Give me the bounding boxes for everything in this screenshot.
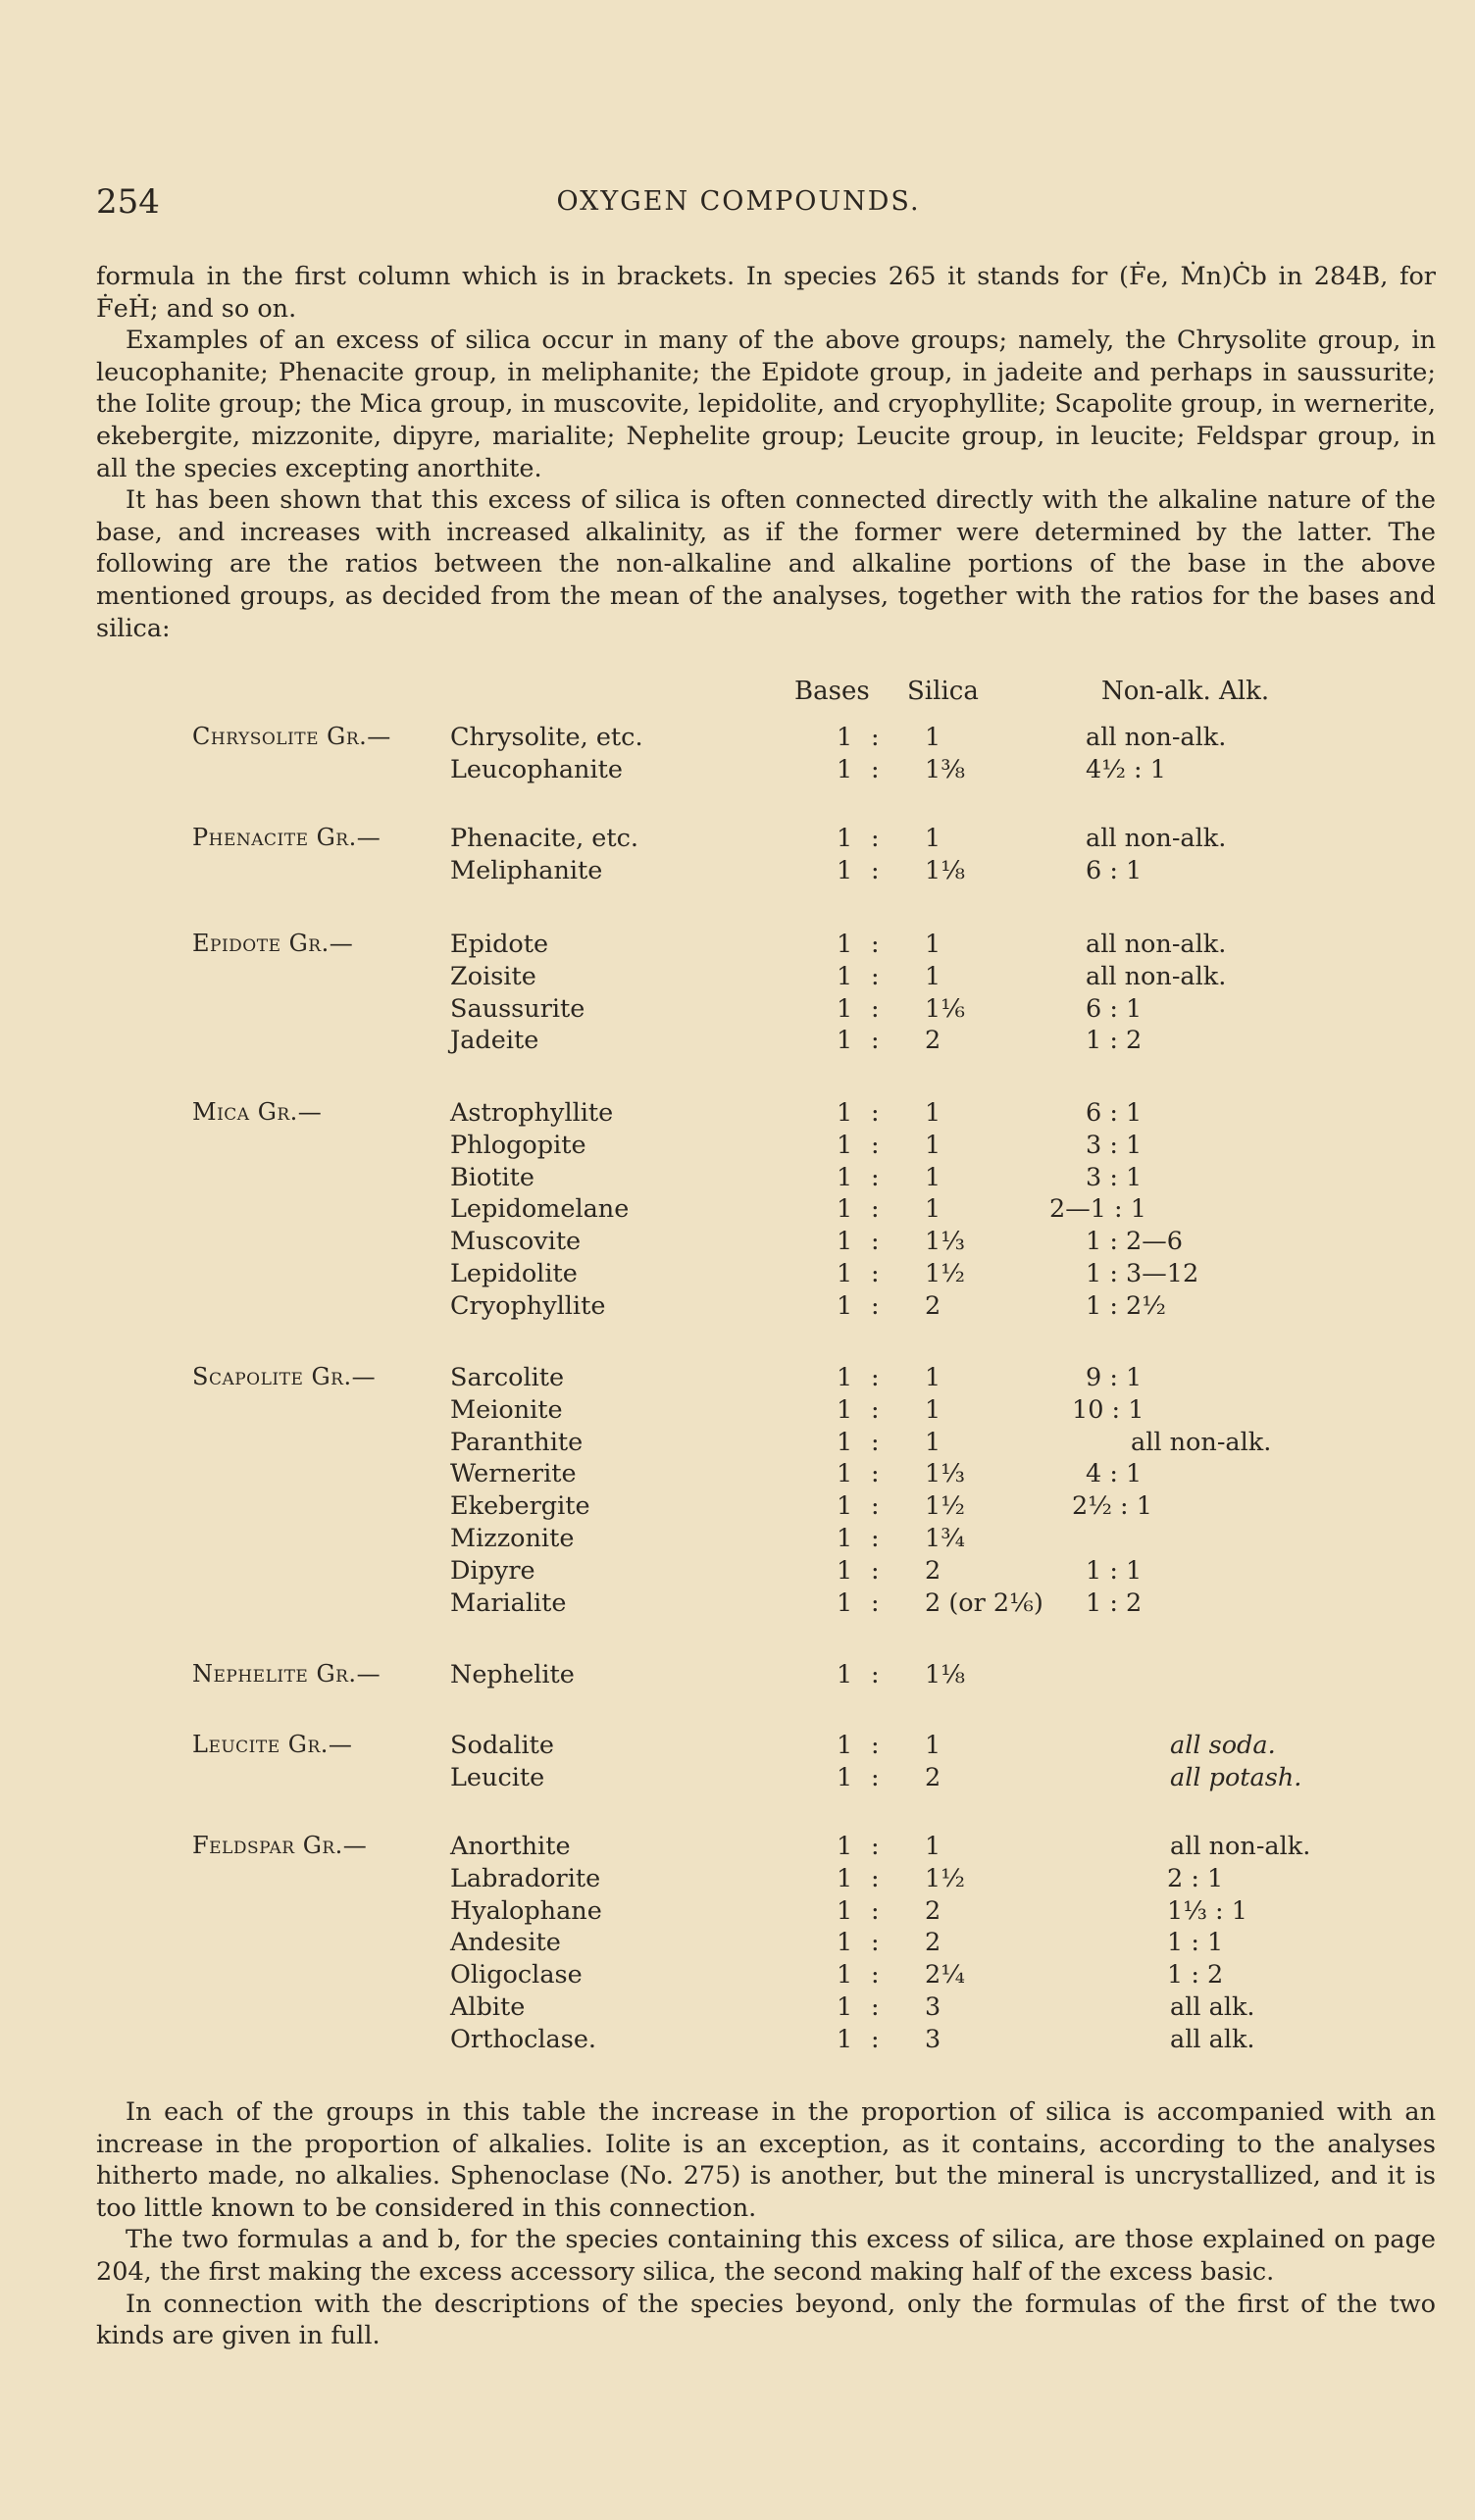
silica-value: 1 xyxy=(925,1098,941,1128)
group-label: Mica Gr.— xyxy=(192,1098,323,1126)
outro-paragraph: In each of the groups in this table the increase in the proportion of silica is accompanied with an increase in the proportion of alkalies. Iolite is an exception, as it contains, according to the analyses hitherto made, no alkalies. Sphenoclase (No. 275) is another, but the mineral is uncrystallized, and it is too little known to be considered in this connection. xyxy=(96,2097,1436,2223)
silica-value: 2 xyxy=(925,1290,941,1321)
silica-value: 1⅙ xyxy=(925,993,965,1024)
alkali-ratio: 1 : 2 xyxy=(1167,1960,1224,1991)
silica-value: 1 xyxy=(925,930,941,959)
mineral-name: Lepidomelane xyxy=(450,1194,630,1225)
intro-paragraph: Examples of an excess of silica occur in many of the above groups; namely, the Chrysolite group, in leucophanite; Phenacite group, in meliphanite; the Epidote group, in jadeite and perhaps in saussurite; the Iolite group; the Mica group, in muscovite, lepidolite, and cryophyllite; Scapolite group, in wernerite, ekebergite, mizzonite, dipyre, marialite; Nephelite group; Leucite group, in leucite; Feldspar group, in all the species excepting anorthite. xyxy=(96,326,1436,483)
group-label: Nephelite Gr.— xyxy=(192,1660,381,1688)
silica-value: 1⅜ xyxy=(925,754,965,784)
table-row: Albite 1 : 3 all alk. xyxy=(0,1992,1475,2025)
table-group xyxy=(0,1832,1475,2057)
table-group xyxy=(0,930,1475,1058)
silica-value: 1 xyxy=(925,1394,941,1425)
table-row: Andesite 1 : 2 1 : 1 xyxy=(0,1928,1475,1960)
alkali-ratio: 6 : 1 xyxy=(1086,1098,1143,1128)
table-row: Muscovite 1 : 1⅓ 1 : 2—6 xyxy=(0,1227,1475,1259)
silica-value: 1 xyxy=(925,1731,941,1760)
alkali-ratio: 6 : 1 xyxy=(1086,993,1143,1024)
bases-value: 1 xyxy=(837,993,853,1024)
bases-value: 1 xyxy=(837,1427,853,1457)
mineral-name: Oligoclase xyxy=(450,1960,583,1991)
running-title: OXYGEN COMPOUNDS. xyxy=(556,186,921,217)
mineral-name: Lepidolite xyxy=(450,1258,578,1288)
table-row: Hyalophane 1 : 2 1⅓ : 1 xyxy=(0,1896,1475,1929)
silica-value: 1½ xyxy=(925,1491,965,1522)
bases-value: 1 xyxy=(837,961,853,991)
mineral-name: Biotite xyxy=(450,1162,534,1192)
mineral-name: Jadeite xyxy=(450,1026,539,1056)
alkali-ratio: all potash. xyxy=(1170,1762,1302,1792)
bases-value: 1 xyxy=(837,1098,853,1128)
silica-value: 2 xyxy=(925,1895,941,1926)
table-row: Marialite 1 : 2 (or 2⅙) 1 : 2 xyxy=(0,1588,1475,1621)
bases-value: 1 xyxy=(837,1394,853,1425)
alkali-ratio: 4 : 1 xyxy=(1086,1459,1143,1489)
alkali-ratio: 9 : 1 xyxy=(1086,1363,1143,1392)
alkali-ratio: all non-alk. xyxy=(1131,1427,1272,1457)
bases-value: 1 xyxy=(837,754,853,784)
table-row: Ekebergite 1 : 1½ 2½ : 1 xyxy=(0,1491,1475,1524)
bases-value: 1 xyxy=(837,1832,853,1861)
alkali-ratio: 1 : 2½ xyxy=(1086,1290,1166,1321)
silica-value: 2 (or 2⅙) xyxy=(925,1588,1043,1618)
silica-value: 2 xyxy=(925,1026,941,1056)
silica-value: 1 xyxy=(925,1162,941,1192)
bases-value: 1 xyxy=(837,855,853,885)
mineral-name: Meionite xyxy=(450,1394,563,1425)
page-number: 254 xyxy=(96,182,160,222)
bases-value: 1 xyxy=(837,1660,853,1689)
bases-value: 1 xyxy=(837,1960,853,1991)
bases-value: 1 xyxy=(837,824,853,853)
alkali-ratio: 1⅓ : 1 xyxy=(1167,1895,1247,1926)
alkali-ratio: 2½ : 1 xyxy=(1072,1491,1152,1522)
table-group xyxy=(0,824,1475,888)
table-row: Mizzonite 1 : 1¾ xyxy=(450,1523,965,1553)
silica-value: 2 xyxy=(925,1762,941,1792)
bases-value: 1 xyxy=(837,1130,853,1160)
bases-value: 1 xyxy=(837,1731,853,1760)
silica-value: 1 xyxy=(925,1194,941,1225)
alkali-ratio: all alk. xyxy=(1170,2024,1255,2054)
alkali-ratio: 4½ : 1 xyxy=(1086,754,1166,784)
group-label: Scapolite Gr.— xyxy=(192,1363,377,1390)
table-row: Leucite 1 : 2 all potash. xyxy=(0,1763,1475,1795)
silica-value: 2 xyxy=(925,1928,941,1958)
mineral-name: Dipyre xyxy=(450,1555,535,1586)
alkali-ratio: 3 : 1 xyxy=(1086,1162,1143,1192)
mineral-name: Mizzonite xyxy=(450,1523,575,1553)
silica-value: 1½ xyxy=(925,1863,965,1893)
table-row: Dipyre 1 : 2 1 : 1 xyxy=(0,1556,1475,1588)
silica-value: 1½ xyxy=(925,1258,965,1288)
group-label: Phenacite Gr.— xyxy=(192,824,381,851)
mineral-name: Hyalophane xyxy=(450,1895,602,1926)
bases-value: 1 xyxy=(837,1762,853,1792)
mineral-name: Muscovite xyxy=(450,1227,582,1257)
bases-value: 1 xyxy=(837,1194,853,1225)
intro-paragraph: It has been shown that this excess of silica is often connected directly with the alkaline nature of the base, and increases with increased alkalinity, as if the former were determined by the latter. The following are the ratios between the non-alkaline and alkaline portions of the base in the above mentioned groups, as decided from the mean of the analyses, together with the ratios for the bases and silica: xyxy=(96,485,1436,643)
table-row: Paranthite 1 : 1 all non-alk. xyxy=(0,1428,1475,1460)
table-group xyxy=(0,723,1475,787)
table-row: Anorthite 1 : 1 all non-alk. xyxy=(0,1832,1475,1864)
silica-value: 1⅓ xyxy=(925,1459,965,1489)
alkali-ratio: 2—1 : 1 xyxy=(1049,1194,1146,1225)
mineral-name: Orthoclase. xyxy=(450,2024,597,2054)
alkali-ratio: 1 : 2 xyxy=(1086,1588,1143,1618)
silica-value: 1 xyxy=(925,961,941,991)
table-group xyxy=(0,1731,1475,1795)
silica-value: 2 xyxy=(925,1555,941,1586)
group-label: Feldspar Gr.— xyxy=(192,1832,368,1859)
alkali-ratio: 1 : 2—6 xyxy=(1086,1227,1183,1257)
table-row: Astrophyllite 1 : 1 6 : 1 xyxy=(0,1098,1475,1131)
group-label: Chrysolite Gr.— xyxy=(192,723,391,750)
table-row: Sodalite 1 : 1 all soda. xyxy=(0,1731,1475,1763)
silica-value: 2¼ xyxy=(925,1960,965,1991)
mineral-name: Saussurite xyxy=(450,993,585,1024)
mineral-name: Cryophyllite xyxy=(450,1290,606,1321)
table-group xyxy=(0,1660,1475,1692)
alkali-ratio: 6 : 1 xyxy=(1086,855,1143,885)
mineral-name: Ekebergite xyxy=(450,1491,590,1522)
alkali-ratio: all soda. xyxy=(1170,1731,1276,1760)
bases-value: 1 xyxy=(837,1162,853,1192)
alkali-ratio: 1 : 1 xyxy=(1167,1928,1224,1958)
group-label: Epidote Gr.— xyxy=(192,930,354,957)
mineral-name: Anorthite xyxy=(450,1832,571,1861)
alkali-ratio: 1 : 2 xyxy=(1086,1026,1143,1056)
running-header xyxy=(96,182,1381,226)
table-group xyxy=(0,1098,1475,1324)
alkali-ratio: all non-alk. xyxy=(1086,961,1227,991)
table-row: Epidote 1 : 1 all non-alk. xyxy=(0,930,1475,962)
column-header-bases: Bases xyxy=(794,677,870,706)
table-row: Phenacite, etc. 1 : 1 all non-alk. xyxy=(0,824,1475,856)
bases-value: 1 xyxy=(837,1895,853,1926)
alkali-ratio: all non-alk. xyxy=(1086,930,1227,959)
bases-value: 1 xyxy=(837,1863,853,1893)
bases-value: 1 xyxy=(837,1991,853,2022)
silica-value: 1⅛ xyxy=(925,1660,965,1689)
bases-value: 1 xyxy=(837,1928,853,1958)
alkali-ratio: 1 : 1 xyxy=(1086,1555,1143,1586)
table-row: Labradorite 1 : 1½ 2 : 1 xyxy=(0,1864,1475,1896)
mineral-name: Meliphanite xyxy=(450,855,603,885)
table-row: Phlogopite 1 : 1 3 : 1 xyxy=(0,1131,1475,1163)
column-header-silica: Silica xyxy=(907,677,979,706)
table-row: Leucophanite 1 : 1⅜ 4½ : 1 xyxy=(0,755,1475,787)
mineral-name: Phlogopite xyxy=(450,1130,586,1160)
mineral-name: Wernerite xyxy=(450,1459,577,1489)
bases-value: 1 xyxy=(837,1459,853,1489)
silica-value: 3 xyxy=(925,2024,941,2054)
mineral-name: Zoisite xyxy=(450,961,536,991)
silica-value: 3 xyxy=(925,1991,941,2022)
silica-value: 1⅓ xyxy=(925,1227,965,1257)
intro-text xyxy=(96,261,1436,644)
table-row: Cryophyllite 1 : 2 1 : 2½ xyxy=(0,1291,1475,1324)
group-label: Leucite Gr.— xyxy=(192,1731,353,1758)
silica-value: 1 xyxy=(925,1363,941,1392)
alkali-ratio: all non-alk. xyxy=(1170,1832,1311,1861)
mineral-name: Chrysolite, etc. xyxy=(450,723,643,752)
mineral-name: Marialite xyxy=(450,1588,567,1618)
mineral-name: Paranthite xyxy=(450,1427,584,1457)
bases-value: 1 xyxy=(837,1491,853,1522)
mineral-name: Andesite xyxy=(450,1928,561,1958)
column-header-non-alk-alk: Non-alk. Alk. xyxy=(1101,677,1270,706)
intro-paragraph: formula in the first column which is in brackets. In species 265 it stands for (Ḟe, Ṁn)Ċb in 284B, for ḞeḢ; and so on. xyxy=(96,262,1436,324)
mineral-name: Nephelite xyxy=(450,1660,575,1689)
bases-value: 1 xyxy=(837,1227,853,1257)
bases-value: 1 xyxy=(837,1258,853,1288)
alkali-ratio: 10 : 1 xyxy=(1072,1394,1144,1425)
table-row: Orthoclase. 1 : 3 all alk. xyxy=(0,2025,1475,2057)
table-row: Meliphanite 1 : 1⅛ 6 : 1 xyxy=(0,856,1475,888)
alkali-ratio: all alk. xyxy=(1170,1991,1255,2022)
outro-paragraph: The two formulas a and b, for the species containing this excess of silica, are those explained on page 204, the first making the excess accessory silica, the second making half of the excess basic. xyxy=(96,2225,1436,2287)
alkali-ratio: 1 : 3—12 xyxy=(1086,1258,1199,1288)
alkali-ratio: 3 : 1 xyxy=(1086,1130,1143,1160)
alkali-ratio: 2 : 1 xyxy=(1167,1863,1224,1893)
alkali-ratio: all non-alk. xyxy=(1086,723,1227,752)
mineral-name: Phenacite, etc. xyxy=(450,824,639,853)
mineral-name: Astrophyllite xyxy=(450,1098,614,1128)
outro-text xyxy=(96,2096,1436,2352)
table-row: Biotite 1 : 1 3 : 1 xyxy=(0,1163,1475,1195)
table-group xyxy=(0,1363,1475,1620)
silica-value: 1 xyxy=(925,723,941,752)
alkali-ratio: all non-alk. xyxy=(1086,824,1227,853)
silica-value: 1¾ xyxy=(925,1523,965,1553)
bases-value: 1 xyxy=(837,1026,853,1056)
bases-value: 1 xyxy=(837,1588,853,1618)
silica-value: 1 xyxy=(925,1130,941,1160)
table-row: Nephelite 1 : 1⅛ xyxy=(450,1660,965,1689)
silica-value: 1 xyxy=(925,824,941,853)
table-row: Oligoclase 1 : 2¼ 1 : 2 xyxy=(0,1960,1475,1992)
table-row: Sarcolite 1 : 1 9 : 1 xyxy=(0,1363,1475,1395)
silica-value: 1 xyxy=(925,1832,941,1861)
mineral-name: Sarcolite xyxy=(450,1363,565,1392)
table-row: Lepidolite 1 : 1½ 1 : 3—12 xyxy=(0,1259,1475,1291)
bases-value: 1 xyxy=(837,2024,853,2054)
bases-value: 1 xyxy=(837,1290,853,1321)
table-row: Saussurite 1 : 1⅙ 6 : 1 xyxy=(0,994,1475,1027)
table-row: Zoisite 1 : 1 all non-alk. xyxy=(0,962,1475,994)
mineral-name: Leucophanite xyxy=(450,754,623,784)
silica-value: 1 xyxy=(925,1427,941,1457)
bases-value: 1 xyxy=(837,930,853,959)
mineral-name: Labradorite xyxy=(450,1863,601,1893)
bases-value: 1 xyxy=(837,1555,853,1586)
table-row: Jadeite 1 : 2 1 : 2 xyxy=(0,1026,1475,1058)
bases-value: 1 xyxy=(837,1363,853,1392)
table-column-headers xyxy=(0,677,1475,710)
mineral-name: Leucite xyxy=(450,1762,545,1792)
silica-value: 1⅛ xyxy=(925,855,965,885)
table-row: Chrysolite, etc. 1 : 1 all non-alk. xyxy=(0,723,1475,755)
bases-value: 1 xyxy=(837,1523,853,1553)
outro-paragraph: In connection with the descriptions of the species beyond, only the formulas of the first of the two kinds are given in full. xyxy=(96,2289,1436,2351)
table-row: Wernerite 1 : 1⅓ 4 : 1 xyxy=(0,1459,1475,1491)
table-row: Lepidomelane 1 : 1 2—1 : 1 xyxy=(0,1194,1475,1227)
mineral-name: Epidote xyxy=(450,930,549,959)
mineral-name: Sodalite xyxy=(450,1731,554,1760)
bases-value: 1 xyxy=(837,723,853,752)
mineral-name: Albite xyxy=(450,1991,526,2022)
table-row: Meionite 1 : 1 10 : 1 xyxy=(0,1395,1475,1428)
